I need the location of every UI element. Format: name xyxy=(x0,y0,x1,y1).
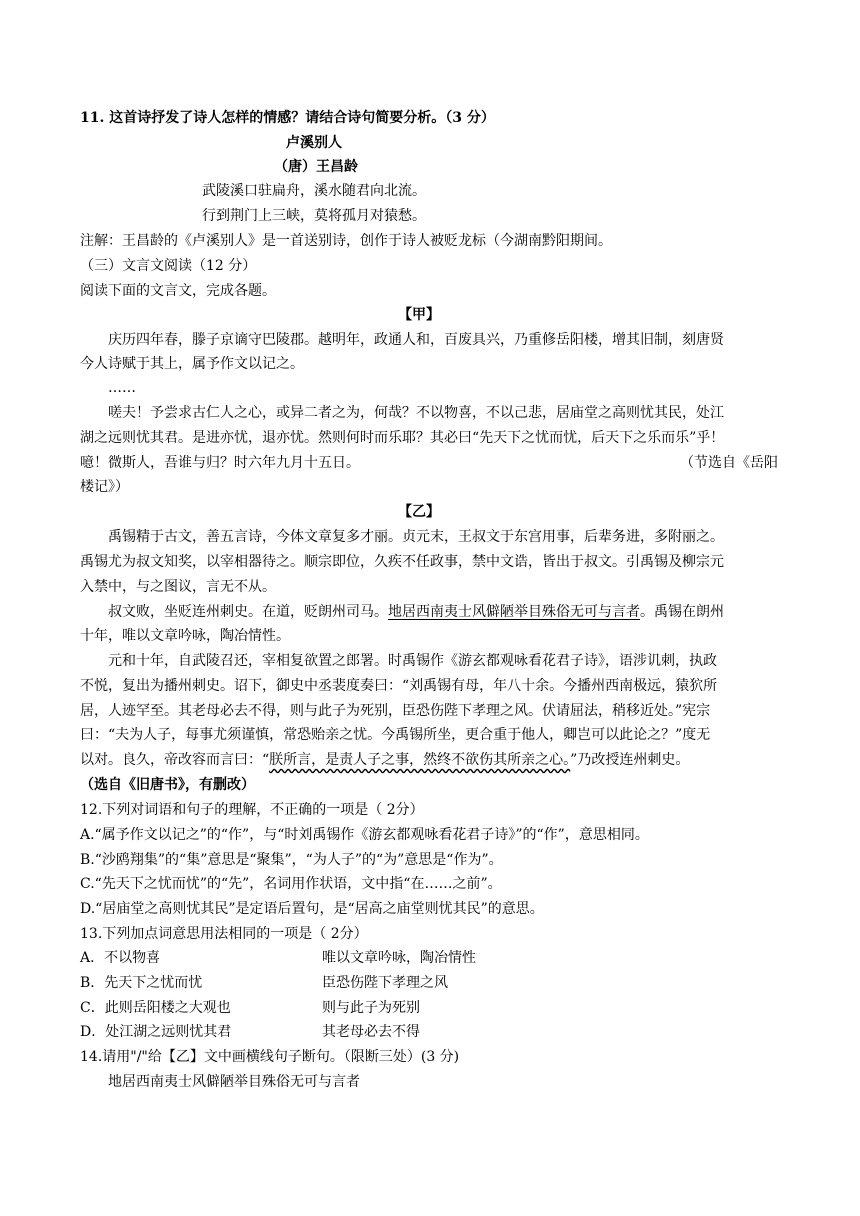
q12-option-b: B.“沙鸥翔集”的“集”意思是“聚集”，“为人子”的“为”意思是“作为”。 xyxy=(80,852,503,868)
passage-a-source: （节选自《岳阳 xyxy=(680,455,778,471)
passage-b-line: 不悦，复出为播州刺史。诏下，御史中丞裴度奏曰：“刘禹锡有母，年八十余。今播州西南极远，猿狖所 xyxy=(80,678,718,694)
passage-b-line: 元和十年，自武陵召还，宰相复欲置之郎署。时禹锡作《游玄都观咏看花君子诗》，语涉讥刺，执政 xyxy=(108,653,717,669)
q14-prompt: 14.请用"/"给【乙】文中画横线句子断句。（限断三处）(3 分) xyxy=(80,1049,460,1065)
passage-b-text: 叔文败，坐贬连州刺史。在道，贬朗州司马。 xyxy=(108,604,388,620)
q13-option-d-left: D．处江湖之远则忧其君 xyxy=(80,1024,232,1040)
passage-a-source: 楼记》） xyxy=(80,479,129,495)
passage-b-text: ”乃改授连州刺史。 xyxy=(570,752,690,768)
q12-option-a: A.“属予作文以记之”的“作”，与“时刘禹锡作《游玄都观咏看花君子诗》”的“作”，意思相同。 xyxy=(80,827,649,843)
passage-b-line: 禹锡精于古文，善五言诗，今体文章复多才丽。贞元末，王叔文于东宫用事，后辈务进，多附丽之。 xyxy=(108,529,724,545)
q13-option-a-left: A．不以物喜 xyxy=(80,950,161,966)
q14-sentence: 地居西南夷士风僻陋举目殊俗无可与言者 xyxy=(108,1074,360,1090)
passage-a-label: 【甲】 xyxy=(398,307,440,323)
q12-prompt: 12.下列对词语和句子的理解，不正确的一项是（ 2分） xyxy=(80,802,424,818)
passage-a-line: 今人诗赋于其上，属予作文以记之。 xyxy=(80,356,304,372)
q13-option-b-left: B．先天下之忧而忧 xyxy=(80,975,203,991)
passage-b-line: 十年，唯以文章吟咏，陶冶情性。 xyxy=(80,628,290,644)
passage-b-line: 居，人迹罕至。其老母必去不得，则与此子为死别，臣恐伤陛下孝理之风。伏请屈法，稍移近处。”宪宗 xyxy=(80,703,711,719)
q12-option-d: D.“居庙堂之高则忧其民”是定语后置句，是“居高之庙堂则忧其民”的意思。 xyxy=(80,901,544,917)
q13-prompt: 13.下列加点词意思用法相同的一项是（ 2分） xyxy=(80,926,368,942)
passage-a-line: 嗟夫！予尝求古仁人之心，或异二者之为，何哉？不以物喜，不以己悲，居庙堂之高则忧其民，处江 xyxy=(108,405,724,421)
q13-option-c-right: 则与此子为死别 xyxy=(322,1000,420,1016)
poem-line-2: 行到荆门上三峡，莫将孤月对猿愁。 xyxy=(202,208,426,224)
passage-b-label: 【乙】 xyxy=(398,504,440,520)
passage-b-source: （选自《旧唐书》，有删改） xyxy=(80,777,255,793)
q13-option-c-left: C．此则岳阳楼之大观也 xyxy=(80,1000,231,1016)
passage-b-text: 。禹锡在朗州 xyxy=(640,604,724,620)
passage-a-ellipsis: …… xyxy=(108,380,136,396)
passage-a-line: 庆历四年春，滕子京谪守巴陵郡。越明年，政通人和，百废具兴，乃重修岳阳楼，增其旧制，刻唐贤 xyxy=(108,332,724,348)
passage-a-line: 噫！微斯人，吾谁与归？时六年九月十五日。 xyxy=(80,455,360,471)
poem-author: （唐）王昌龄 xyxy=(274,159,358,175)
underlined-sentence: 地居西南夷士风僻陋举目殊俗无可与言者 xyxy=(388,604,640,620)
poem-note: 注解：王昌龄的《卢溪别人》是一首送别诗，创作于诗人被贬龙标（今湖南黔阳期间。 xyxy=(80,233,612,249)
q12-option-c: C.“先天下之忧而忧”的“先”，名词用作状语，文中指“在……之前”。 xyxy=(80,876,502,892)
passage-b-line: 入禁中，与之图议，言无不从。 xyxy=(80,579,276,595)
poem-title: 卢溪别人 xyxy=(286,135,342,151)
passage-a-line: 湖之远则忧其君。是进亦忧，退亦忧。然则何时而乐耶？其必曰“先天下之忧而忧，后天下之乐而乐”乎！ xyxy=(80,430,725,446)
section-heading: （三）文言文阅读（12 分） xyxy=(80,258,257,274)
q13-option-a-right: 唯以文章吟咏，陶冶情性 xyxy=(322,950,476,966)
passage-b-text: 以对。良久，帝改容而言曰：“ xyxy=(80,752,270,768)
passage-b-line xyxy=(80,750,689,770)
poem-line-1: 武陵溪口驻扁舟，溪水随君向北流。 xyxy=(202,183,426,199)
passage-b-line: 曰：“夫为人子，每事尤须谨慎，常恐贻亲之忧。今禹锡所坐，更合重于他人，卿岂可以此论之？”度无 xyxy=(80,727,711,743)
q11-prompt: 11. 这首诗抒发了诗人怎样的情感？请结合诗句简要分析。（3 分） xyxy=(80,110,495,126)
q13-option-d-right: 其老母必去不得 xyxy=(322,1024,420,1040)
wavy-underlined-sentence: 朕所言，是责人子之事，然终不欲伤其所亲之心。 xyxy=(269,752,571,768)
section-instruction: 阅读下面的文言文，完成各题。 xyxy=(80,283,276,299)
passage-b-line xyxy=(108,602,724,622)
passage-b-line: 禹锡尤为叔文知奖，以宰相器待之。顺宗即位，久疾不任政事，禁中文诰，皆出于叔文。引禹锡及柳宗元 xyxy=(80,554,724,570)
q13-option-b-right: 臣恐伤陛下孝理之风 xyxy=(322,975,448,991)
